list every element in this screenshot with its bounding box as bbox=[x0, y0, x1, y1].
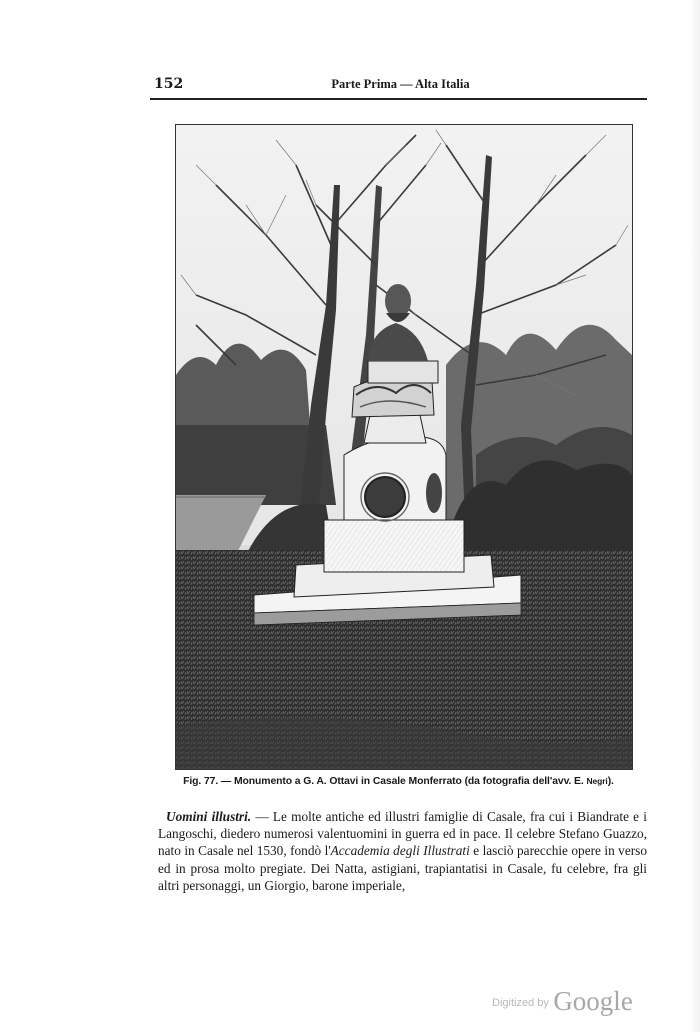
body-text-part1: — Le molte antiche ed illustri famiglie di Casale, fra cui i Biandrate e i Langoschi, diedero numerosi valentuomini in guerra ed in pace. Il celebre Stefano Guazzo, nato in Casale nel 1530, fondò l' bbox=[158, 809, 647, 859]
body-text-part2: e lasciò parecchie opere in verso ed in prosa molto pregiate. Dei Natta, astigiani, trapiantatisi in Casale, fu celebre, fra gli altri personaggi, un Giorgio, barone imperiale, bbox=[158, 843, 647, 893]
running-head: Parte Prima — Alta Italia bbox=[331, 77, 470, 91]
google-watermark bbox=[492, 986, 633, 1017]
figure-caption bbox=[150, 776, 647, 787]
page-edge bbox=[690, 0, 700, 1032]
watermark-brand: Google bbox=[553, 986, 633, 1016]
monument-engraving bbox=[175, 124, 633, 770]
academy-name: Accademia degli Illustrati bbox=[330, 843, 470, 859]
body-paragraph bbox=[158, 808, 647, 894]
caption-photographer: Negri bbox=[586, 776, 608, 786]
watermark-label: Digitized by bbox=[492, 997, 549, 1009]
caption-end: ). bbox=[607, 776, 614, 787]
caption-text: Fig. 77. — Monumento a G. A. Ottavi in Casale Monferrato (da fotografia dell'avv. E. bbox=[183, 776, 587, 787]
section-lead: Uomini illustri. bbox=[166, 809, 252, 824]
page-header bbox=[154, 76, 647, 94]
header-rule bbox=[150, 98, 647, 100]
page-number: 152 bbox=[154, 76, 184, 92]
